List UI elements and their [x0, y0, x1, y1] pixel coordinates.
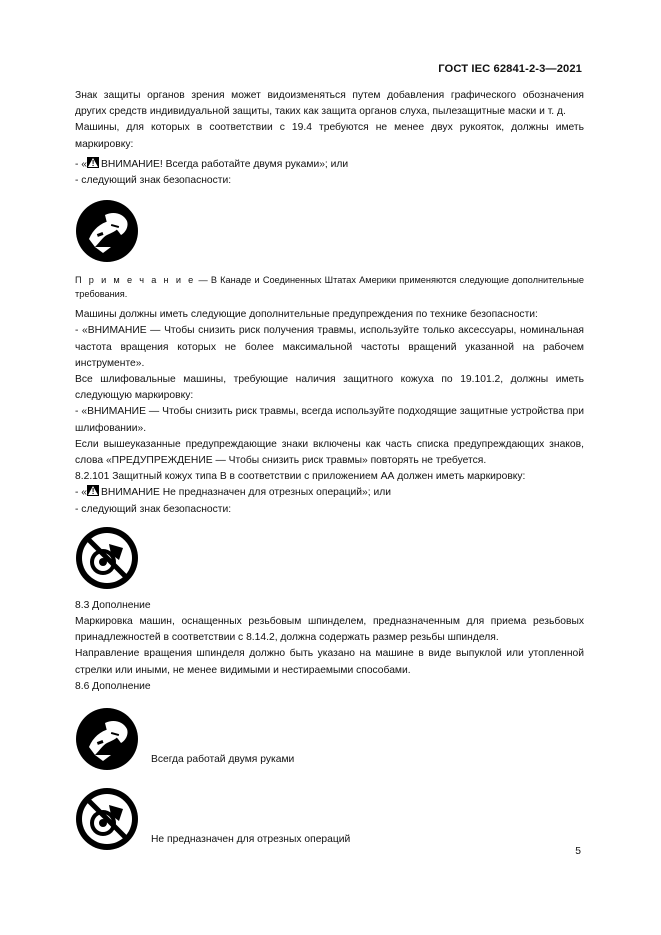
list-item: - «ВНИМАНИЕ — Чтобы снизить риск травмы, всегда используйте подходящие защитные устройства при шлифовании». — [75, 406, 584, 434]
dash: - « — [75, 487, 88, 499]
paragraph: Машины, для которых в соответствии с 19.4 требуются не менее двух рукояток, должны иметь маркировку: — [75, 122, 584, 150]
sign-row-two-hands — [75, 707, 584, 771]
warning-triangle-icon — [87, 157, 99, 168]
note — [75, 273, 584, 301]
dash: - « — [75, 158, 88, 170]
sign-caption: Всегда работай двумя руками — [151, 754, 295, 766]
list-item: - следующий знак безопасности: — [75, 175, 232, 187]
list-item-text: ВНИМАНИЕ Не предназначен для отрезных операций»; или — [101, 487, 391, 499]
paragraph: Машины должны иметь следующие дополнительные предупреждения по технике безопасности: — [75, 309, 538, 321]
section-heading: 8.3 Дополнение — [75, 599, 151, 611]
page-number: 5 — [575, 846, 581, 857]
no-cutting-sign-icon — [75, 787, 139, 851]
paragraph: Если вышеуказанные предупреждающие знаки включены как часть списка предупреждающих знаков, слова «ПРЕДУПРЕЖДЕНИЕ — Чтобы снизить риск травмы» повторять не требуется. — [75, 438, 584, 467]
note-label: П р и м е ч а н и е — [75, 275, 196, 286]
paragraph: 8.2.101 Защитный кожух типа В в соответствии с приложением АА должен иметь маркировку: — [75, 471, 526, 483]
paragraph: Знак защиты органов зрения может видоизменяться путем добавления графического обозначения других средств индивидуальной защиты, таких как защита органов слуха, пылезащитные маски и т. д. — [75, 90, 584, 118]
two-hands-sign-icon — [75, 199, 139, 263]
paragraph: Все шлифовальные машины, требующие наличия защитного кожуха по 19.101.2, должны иметь следующую маркировку: — [75, 374, 584, 402]
list-item — [75, 157, 584, 173]
no-cutting-sign-icon — [75, 526, 139, 590]
section-heading: 8.6 Дополнение — [75, 680, 151, 692]
document-header: ГОСТ IEC 62841-2-3—2021 — [438, 63, 582, 75]
sign-row-no-cutting — [75, 787, 584, 851]
document-body — [75, 88, 584, 851]
two-hands-sign-icon — [75, 707, 139, 771]
warning-triangle-icon — [87, 485, 99, 496]
list-item-text: ВНИМАНИЕ! Всегда работайте двумя руками»; или — [101, 158, 349, 170]
note-text: — В Канаде и Соединенных Штатах Америки применяются следующие дополнительные требования. — [75, 275, 584, 300]
list-item: - «ВНИМАНИЕ — Чтобы снизить риск получения травмы, используйте только аксессуары, номинальная частота вращения которых не более максимальной частоты вращений указанной на рабочем инструменте». — [75, 325, 584, 369]
sign-caption: Не предназначен для отрезных операций — [151, 834, 351, 846]
paragraph: Маркировка машин, оснащенных резьбовым шпинделем, предназначенным для приема резьбовых принадлежностей в соответствии с 8.14.2, должна содержать размер резьбы шпинделя. — [75, 616, 584, 644]
list-item — [75, 485, 584, 501]
paragraph: Направление вращения шпинделя должно быть указано на машине в виде выпуклой или утопленной стрелки или иными, не менее видимыми и нестираемыми способами. — [75, 648, 584, 676]
list-item: - следующий знак безопасности: — [75, 503, 232, 515]
